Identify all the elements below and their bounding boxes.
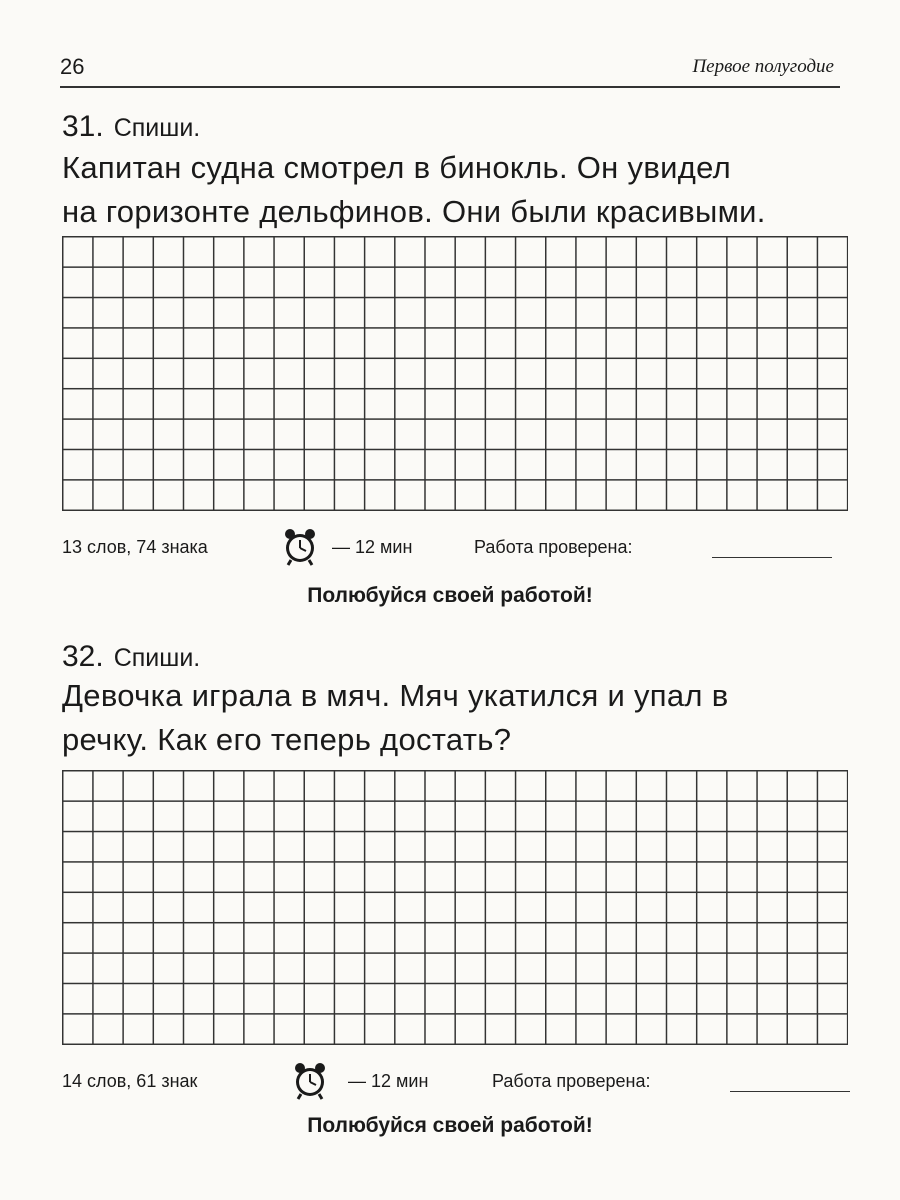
task-number: 31. [62, 110, 104, 143]
task-31-text [62, 146, 852, 234]
word-count: 14 слов, 61 знак [62, 1071, 198, 1091]
page-header [60, 54, 840, 88]
checked-label: Работа проверена: [474, 537, 633, 557]
writing-grid-31[interactable] [62, 236, 848, 511]
time-limit: — 12 мин [332, 537, 413, 557]
task-text-line: на горизонте дельфинов. Они были красивыми. [62, 194, 766, 229]
task-31-heading [62, 110, 200, 144]
checked-label: Работа проверена: [492, 1071, 651, 1091]
page-number: 26 [60, 54, 85, 79]
header-rule [60, 86, 840, 88]
task-32-heading [62, 640, 200, 674]
task-instruction: Спиши. [113, 644, 201, 672]
running-title: Первое полугодие [692, 56, 834, 77]
task-32-text [62, 674, 852, 762]
task-32-info-row [62, 1061, 852, 1101]
task-text-line: Девочка играла в мяч. Мяч укатился и упал в [62, 678, 729, 713]
writing-grid-32[interactable] [62, 770, 848, 1045]
praise-text: Полюбуйся своей работой! [307, 584, 593, 607]
task-31-info-row [62, 527, 852, 567]
check-signature-line[interactable] [730, 1091, 850, 1092]
alarm-clock-icon [292, 1061, 328, 1101]
task-text-line: речку. Как его теперь достать? [62, 722, 512, 757]
time-limit: — 12 мин [348, 1071, 429, 1091]
word-count: 13 слов, 74 знака [62, 537, 208, 557]
task-number: 32. [62, 640, 104, 673]
praise-text: Полюбуйся своей работой! [307, 1114, 593, 1137]
alarm-clock-icon [282, 527, 318, 567]
task-text-line: Капитан судна смотрел в бинокль. Он увидел [62, 150, 731, 185]
check-signature-line[interactable] [712, 557, 832, 558]
task-instruction: Спиши. [113, 114, 201, 142]
